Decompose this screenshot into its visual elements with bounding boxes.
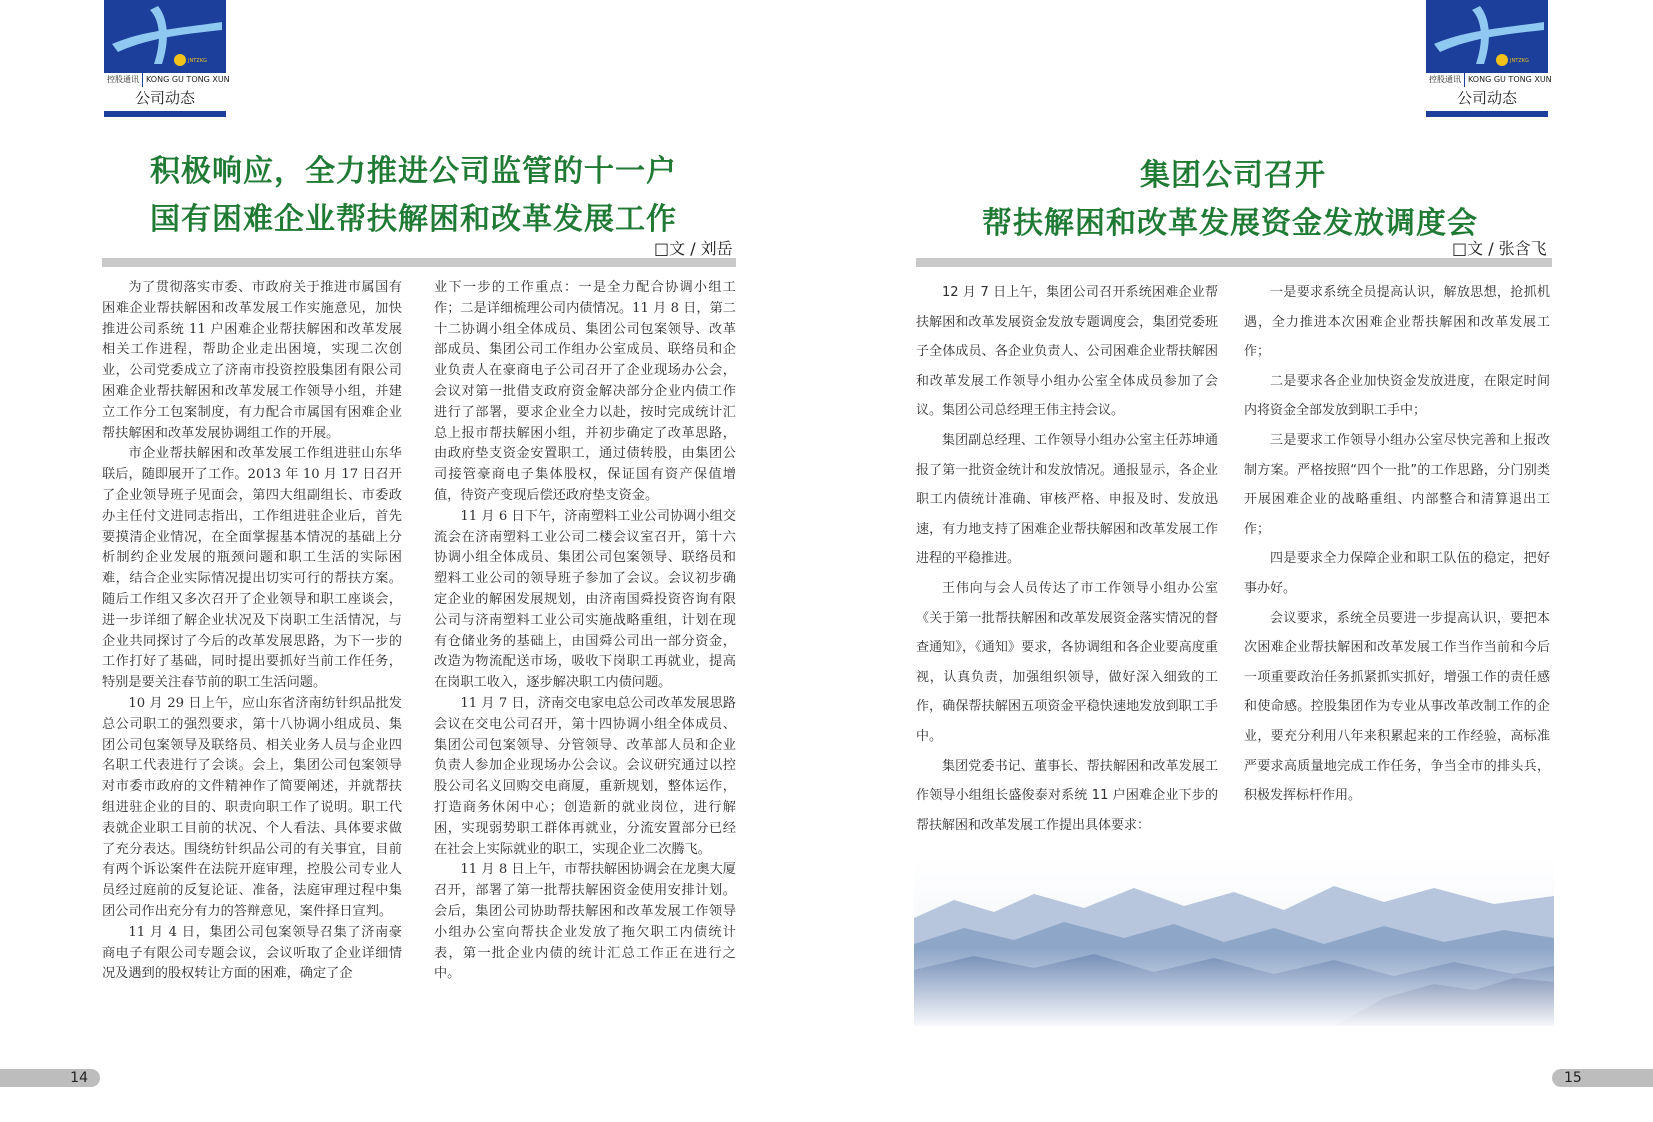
left-page (0, 0, 826, 1122)
title-divider (916, 258, 1552, 267)
article-title-line-2: 帮扶解困和改革发展资金发放调度会 (982, 206, 1478, 241)
title-divider (102, 258, 736, 267)
mountain-landscape-illustration (914, 858, 1554, 1026)
page-number: 14 (0, 1069, 100, 1087)
logo-mark-icon (1426, 0, 1548, 72)
paragraph: 为了贯彻落实市委、市政府关于推进市属国有困难企业帮扶解困和改革发展工作实施意见，加快推进公司系统 11 户困难企业帮扶解困和改革发展相关工作进程，帮助企业走出困境，实现二次创业，公司党委成立了济南市投资控股集团有限公司困难企业帮扶解困和改革发展工作领导小组，并建立工作分工包案制度，有力配合市属国有困难企业帮扶解困和改革发展协调组工作的开展。 (102, 280, 402, 441)
article-column-1 (102, 278, 402, 985)
article-byline: □文 / 刘岳 (654, 239, 733, 258)
logo-cn-name: 控股通讯 (104, 73, 143, 87)
svg-text:JNTZKG: JNTZKG (188, 58, 207, 64)
right-page (826, 0, 1653, 1122)
paragraph: 市企业帮扶解困和改革发展工作组进驻山东华联后，随即展开了工作。2013 年 10 月 17 日召开了企业领导班子见面会，第四大组副组长、市委政办主任付文进同志指出，工作组进驻企业后，首先要摸清企业情况，在全面掌握基本情况的基础上分析制约企业发展的瓶颈问题和职工生活的实际困难，结合企业实际情况提出切实可行的帮扶方案。随后工作组又多次召开了企业领导和职工座谈会，进一步详细了解企业状况及下岗职工生活情况，与企业共同探讨了今后的改革发展思路，为下一步的工作打好了基础，同时提出要抓好当前工作任务，特别是要关注春节前的职工生活问题。 (102, 446, 402, 691)
paragraph: 会议要求，系统全员要进一步提高认识，要把本次困难企业帮扶解困和改革发展工作当作当前和今后一项重要政治任务抓紧抓实抓好，增强工作的责任感和使命感。控股集团作为专业从事改革改制工作的企业，要充分利用八年来积累起来的工作经验，高标准严要求高质量地完成工作任务，争当全市的排头兵，积极发挥标杆作用。 (1244, 610, 1550, 804)
logo-en-name: KONG GU TONG XUN (1468, 75, 1552, 84)
magazine-logo (104, 0, 230, 120)
section-underline (104, 111, 226, 117)
paragraph: 二是要求各企业加快资金发放进度，在限定时间内将资金全部发放到职工手中； (1244, 373, 1550, 419)
article-column-1 (916, 278, 1218, 840)
logo-cn-name: 控股通讯 (1426, 73, 1465, 87)
paragraph: 11 月 8 日上午，市帮扶解困协调会在龙奥大厦召开，部署了第一批帮扶解困资金使用安排计划。会后，集团公司协助帮扶解困和改革发展工作领导小组办公室向帮扶企业发放了拖欠职工内债统计表，第一批企业内债的统计汇总工作正在进行之中。 (434, 862, 736, 982)
section-label: 公司动态 (134, 89, 195, 107)
paragraph: 11 月 7 日，济南交电家电总公司改革发展思路会议在交电公司召开，第十四协调小组全体成员、集团公司包案领导、分管领导、改革部人员和企业负责人参加企业现场办公会议。会议研究通过以控股公司名义回购交电商厦，重新规划，整体运作，打造商务休闲中心；创造新的就业岗位，进行解困，实现弱势职工群体再就业，分流安置部分已经在社会上实际就业的职工，实现企业二次腾飞。 (434, 695, 736, 857)
page-number: 15 (1552, 1069, 1653, 1087)
svg-text:JNTZKG: JNTZKG (1510, 58, 1529, 64)
article-byline: □文 / 张含飞 (1452, 239, 1547, 258)
paragraph: 一是要求系统全员提高认识，解放思想，抢抓机遇，全力推进本次困难企业帮扶解困和改革发展工作； (1244, 285, 1550, 360)
article-title-line-1: 积极响应，全力推进公司监管的十一户 (150, 154, 677, 189)
logo-en-name: KONG GU TONG XUN (146, 75, 230, 84)
paragraph: 三是要求工作领导小组办公室尽快完善和上报改制方案。严格按照“四个一批”的工作思路，分门别类开展困难企业的战略重组、内部整合和清算退出工作； (1244, 432, 1550, 537)
logo-mark-icon (104, 0, 226, 72)
logo-emblem (1426, 0, 1548, 72)
paragraph: 10 月 29 日上午，应山东省济南纺针织品批发总公司职工的强烈要求，第十八协调小组成员、集团公司包案领导及联络员、相关业务人员与企业四名职工代表进行了会谈。会上，集团公司包案领导对市委市政府的文件精神作了简要阐述，并就帮扶组进驻企业的目的、职责向职工作了说明。职工代表就企业职工目前的状况、个人看法、具体要求做了充分表达。围绕纺针织品公司的有关事宜，目前有两个诉讼案件在法院开庭审理，控股公司专业人员经过庭前的反复论证、准备，法庭审理过程中集团公司作出充分有力的答辩意见，案件择日宣判。 (102, 695, 402, 919)
paragraph: 集团党委书记、董事长、帮扶解困和改革发展工作领导小组组长盛俊泰对系统 11 户困难企业下步的帮扶解困和改革发展工作提出具体要求： (916, 758, 1218, 833)
section-underline (1426, 111, 1548, 117)
article-column-2 (1244, 278, 1550, 811)
paragraph: 王伟向与会人员传达了市工作领导小组办公室《关于第一批帮扶解困和改革发展资金落实情况的督查通知》，《通知》要求，各协调组和各企业要高度重视，认真负责，加强组织领导，做好深入细致的工作，确保帮扶解困五项资金平稳快速地发放到职工手中。 (916, 580, 1218, 744)
magazine-logo (1426, 0, 1552, 120)
logo-caption (104, 72, 230, 87)
article-title-line-1: 集团公司召开 (1140, 158, 1326, 193)
paragraph: 业下一步的工作重点：一是全力配合协调小组工作；二是详细梳理公司内债情况。11 月 8 日，第二十二协调小组全体成员、集团公司包案领导、改革部成员、集团公司工作组办公室成员、联络员和企业负责人在豪商电子公司召开了企业现场办公会，会议对第一批借支政府资金解决部分企业内债工作进行了部署，要求企业全力以赴，按时完成统计汇总上报市帮扶解困小组，并初步确定了改革思路，由政府垫支资金安置职工，通过债转股，由集团公司接管豪商电子集体股权，保证国有资产保值增值，待资产变现后偿还政府垫支资金。 (434, 280, 736, 503)
article-title-line-2: 国有困难企业帮扶解困和改革发展工作 (150, 202, 677, 237)
paragraph: 11 月 4 日，集团公司包案领导召集了济南豪商电子有限公司专题会议，会议听取了企业详细情况及遇到的股权转让方面的困难，确定了企 (102, 924, 402, 982)
paragraph: 11 月 6 日下午，济南塑料工业公司协调小组交流会在济南塑料工业公司二楼会议室召开，第十六协调小组全体成员、集团公司包案领导、联络员和塑料工业公司的领导班子参加了会议。会议初步确定企业的解困发展规划，由济南国舜投资咨询有限公司与济南塑料工业公司实施战略重组，计划在现有仓储业务的基础上，由国舜公司出一部分资金，改造为物流配送市场，吸收下岗职工再就业，提高在岗职工收入，逐步解决职工内债问题。 (434, 508, 736, 691)
paragraph: 四是要求全力保障企业和职工队伍的稳定，把好事办好。 (1244, 551, 1550, 596)
logo-emblem (104, 0, 226, 72)
article-column-2 (434, 278, 736, 985)
section-label: 公司动态 (1456, 89, 1517, 107)
logo-caption (1426, 72, 1552, 87)
paragraph: 集团副总经理、工作领导小组办公室主任苏坤通报了第一批资金统计和发放情况。通报显示，各企业职工内债统计准确、审核严格、申报及时、发放迅速，有力地支持了困难企业帮扶解困和改革发展工作进程的平稳推进。 (916, 432, 1218, 567)
paragraph: 12 月 7 日上午，集团公司召开系统困难企业帮扶解困和改革发展资金发放专题调度会，集团党委班子全体成员、各企业负责人、公司困难企业帮扶解困和改革发展工作领导小组办公室全体成员参加了会议。集团公司总经理王伟主持会议。 (916, 285, 1218, 419)
